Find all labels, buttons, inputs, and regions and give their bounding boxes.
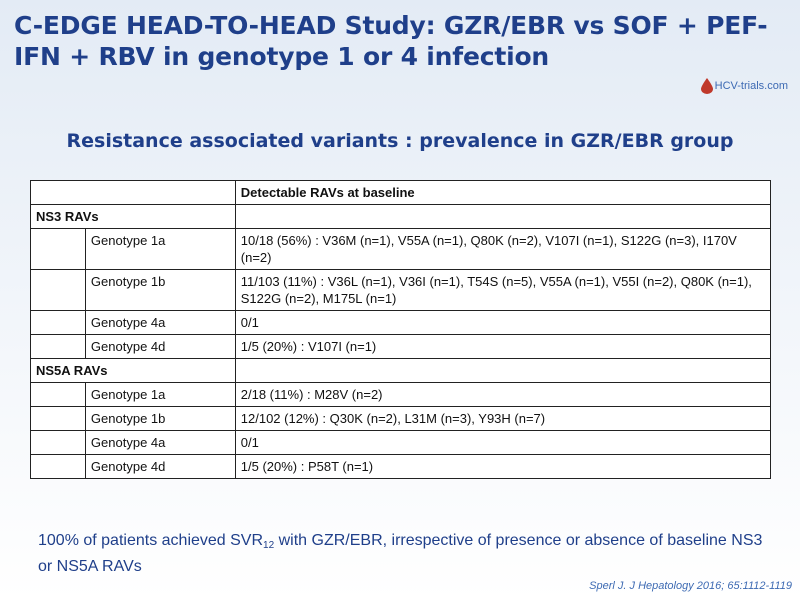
table-row: [31, 270, 771, 311]
genotype-cell: Genotype 1a: [85, 229, 235, 270]
indent-cell: [31, 383, 86, 407]
genotype-cell: Genotype 4d: [85, 335, 235, 359]
logo-text: HCV-trials.com: [714, 80, 788, 92]
group-blank: [235, 205, 770, 229]
conclusion-text: [38, 530, 778, 577]
genotype-cell: Genotype 4a: [85, 431, 235, 455]
table-header-blank: [31, 181, 236, 205]
table-row: [31, 383, 771, 407]
table-row: [31, 311, 771, 335]
group-row-ns3: [31, 205, 771, 229]
hcv-trials-logo: [701, 78, 788, 94]
table-header-rav: Detectable RAVs at baseline: [235, 181, 770, 205]
table-row: [31, 455, 771, 479]
group-row-ns5a: [31, 359, 771, 383]
slide-subtitle: Resistance associated variants : prevalence in GZR/EBR group: [66, 130, 734, 152]
drop-icon: [701, 78, 713, 94]
genotype-cell: Genotype 4d: [85, 455, 235, 479]
slide-title: C-EDGE HEAD-TO-HEAD Study: GZR/EBR vs SOF + PEF-IFN + RBV in genotype 1 or 4 infection: [14, 11, 768, 71]
rav-cell: 12/102 (12%) : Q30K (n=2), L31M (n=3), Y93H (n=7): [235, 407, 770, 431]
rav-cell: 1/5 (20%) : V107I (n=1): [235, 335, 770, 359]
group-label: NS3 RAVs: [31, 205, 236, 229]
indent-cell: [31, 431, 86, 455]
indent-cell: [31, 335, 86, 359]
citation: Sperl J. J Hepatology 2016; 65:1112-1119: [589, 580, 792, 592]
rav-cell: 0/1: [235, 311, 770, 335]
group-blank: [235, 359, 770, 383]
conclusion-before: 100% of patients achieved SVR: [38, 532, 264, 549]
indent-cell: [31, 229, 86, 270]
indent-cell: [31, 311, 86, 335]
indent-cell: [31, 270, 86, 311]
table-header-row: [31, 181, 771, 205]
rav-cell: 10/18 (56%) : V36M (n=1), V55A (n=1), Q80K (n=2), V107I (n=1), S122G (n=3), I170V (n=2): [235, 229, 770, 270]
table-row: [31, 431, 771, 455]
rav-table: [30, 180, 771, 479]
table-row: [31, 335, 771, 359]
rav-cell: 1/5 (20%) : P58T (n=1): [235, 455, 770, 479]
group-label: NS5A RAVs: [31, 359, 236, 383]
table-row: [31, 407, 771, 431]
rav-cell: 2/18 (11%) : M28V (n=2): [235, 383, 770, 407]
conclusion-subscript: 12: [263, 540, 275, 551]
genotype-cell: Genotype 1a: [85, 383, 235, 407]
rav-cell: 11/103 (11%) : V36L (n=1), V36I (n=1), T54S (n=5), V55A (n=1), V55I (n=2), Q80K (n=1), S122G (n=2), M175L (n=1): [235, 270, 770, 311]
indent-cell: [31, 407, 86, 431]
conclusion-after: with GZR/EBR, irrespective of presence or absence of baseline NS3 or NS5A RAVs: [38, 532, 763, 575]
indent-cell: [31, 455, 86, 479]
rav-cell: 0/1: [235, 431, 770, 455]
genotype-cell: Genotype 1b: [85, 270, 235, 311]
genotype-cell: Genotype 1b: [85, 407, 235, 431]
genotype-cell: Genotype 4a: [85, 311, 235, 335]
table-row: [31, 229, 771, 270]
